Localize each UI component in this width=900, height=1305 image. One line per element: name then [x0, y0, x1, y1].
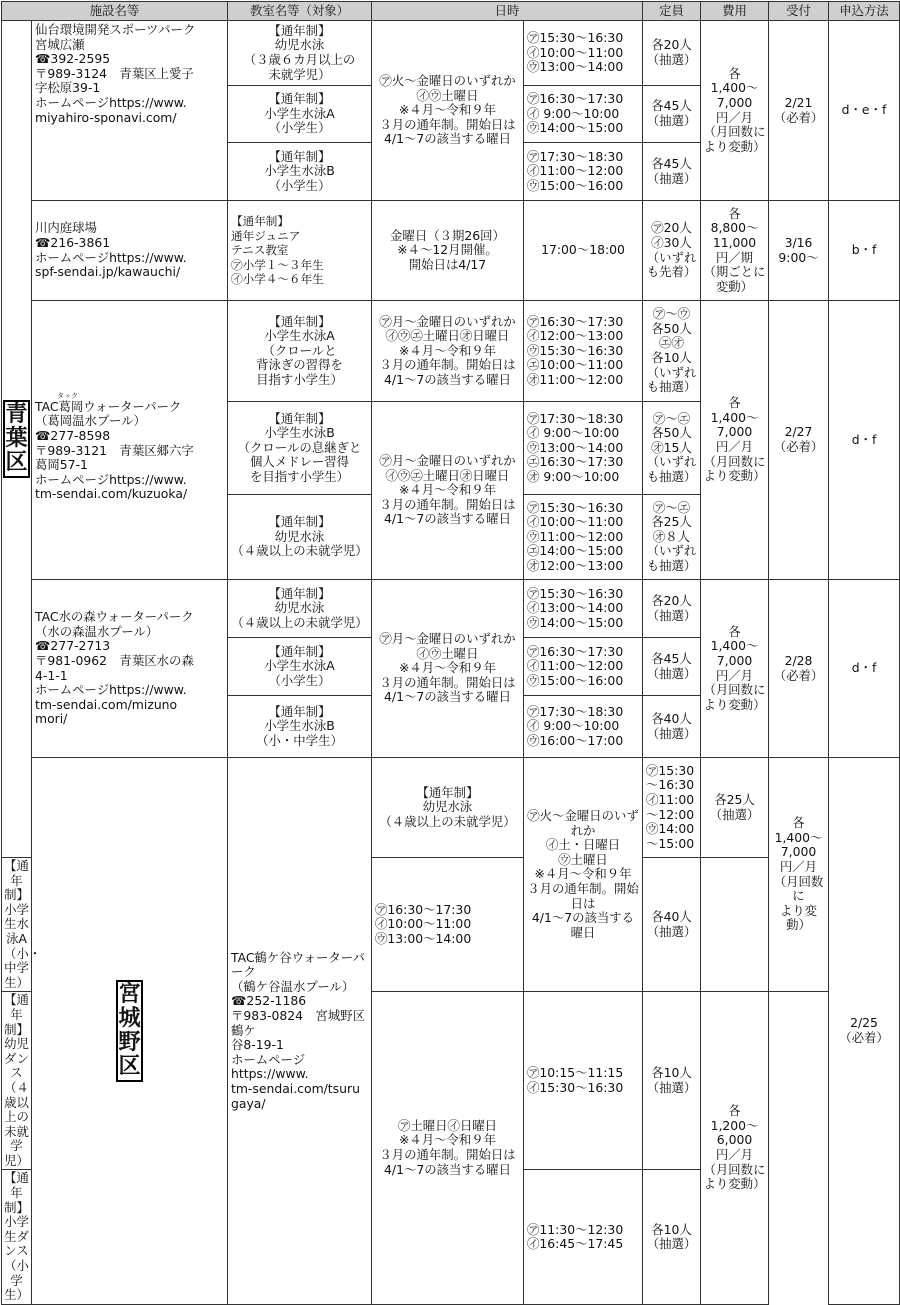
capacity-cell: 各20人 （抽選）: [643, 21, 701, 86]
class-cell: 【通年制】 通年ジュニア テニス教室 ㋐小学１～３年生 ㋑小学４～６年生: [228, 201, 372, 301]
facility-kuzuoka: タック TAC葛岡ウォーターパーク （葛岡温水プール） ☎277-8598 〒989-3121 青葉区郷六字 葛岡57-1 ホームページhttps://www. tm-sendai.com/kuzuoka/: [32, 301, 228, 580]
capacity-cell: ㋐～㋓ 各25人 ㋔８人 （いずれ も抽選）: [643, 495, 701, 580]
method-cell: d・f: [829, 580, 900, 758]
schedule-cell: ㋐火～金曜日のいずれか ㋑土・日曜日 ㋒土曜日 ※４月～令和９年 ３月の通年制。開始日は 4/1～7の該当する曜日: [524, 758, 643, 992]
time-cell: ㋐15:30～16:30 ㋑10:00～11:00 ㋒13:00～14:00: [524, 21, 643, 86]
time-cell: ㋐11:30～12:30 ㋑16:45～17:45: [524, 1170, 643, 1304]
table-row: [2, 21, 900, 86]
method-cell: b・f: [829, 201, 900, 301]
class-cell: 【通年制】 幼児水泳 （３歳６カ月以上の 未就学児）: [228, 21, 372, 86]
facility-miyahiro: 仙台環境開発スポーツパーク 宮城広瀬 ☎392-2595 〒989-3124 青葉区上愛子 字松原39-1 ホームページhttps://www. miyahiro-sponavi.com/: [32, 21, 228, 201]
time-cell: ㋐15:30～16:30 ㋑13:00～14:00 ㋒14:00～15:00: [524, 580, 643, 638]
deadline-cell: 3/16 9:00～: [769, 201, 829, 301]
capacity-cell: 各10人 （抽選）: [643, 1170, 701, 1304]
capacity-cell: 各25人 （抽選）: [701, 758, 769, 858]
deadline-cell: 2/27 （必着）: [769, 301, 829, 580]
schedule-cell: ㋐火～金曜日のいずれか ㋑㋒土曜日 ※４月～令和９年 ３月の通年制。開始日は 4/1～7の該当する曜日: [372, 21, 524, 201]
time-cell: ㋐17:30～18:30 ㋑ 9:00～10:00 ㋒16:00～17:00: [524, 696, 643, 758]
class-cell: 【通年制】 小学生水泳B （小学生）: [228, 143, 372, 201]
capacity-cell: 各45人 （抽選）: [643, 638, 701, 696]
method-cell: d・f: [829, 301, 900, 580]
class-cell: 【通年制】 小学生水泳A （小学生）: [228, 638, 372, 696]
header-class: 教室名等（対象）: [228, 2, 372, 21]
class-cell: 【通年制】 幼児水泳 （４歳以上の未就学児）: [228, 580, 372, 638]
schedule-cell: ㋐月～金曜日のいずれか ㋑㋒㋓土曜日㋔日曜日 ※４月～令和９年 ３月の通年制。開始日は 4/1～7の該当する曜日: [372, 402, 524, 580]
class-cell: 【通年制】 小学生ダンス （小学生）: [2, 1170, 32, 1304]
fee-cell: 各 1,200～ 6,000 円／月 （月回数に より変動）: [701, 992, 769, 1304]
deadline-cell: 2/28 （必着）: [769, 580, 829, 758]
capacity-cell: 各10人 （抽選）: [643, 992, 701, 1170]
ward-label-aoba: 青 葉 区: [2, 21, 32, 858]
facility-kawauchi: 川内庭球場 ☎216-3861 ホームページhttps://www. spf-sendai.jp/kawauchi/: [32, 201, 228, 301]
deadline-cell: 2/25 （必着）: [829, 758, 900, 1305]
time-cell: ㋐15:30～16:30 ㋑11:00～12:00 ㋒14:00～15:00: [643, 758, 701, 858]
schedule-cell: ㋐土曜日㋑日曜日 ※４月～令和９年 ３月の通年制。開始日は 4/1～7の該当する曜日: [372, 992, 524, 1304]
class-cell: 【通年制】 小学生水泳A （クロールと 背泳ぎの習得を 目指す小学生）: [228, 301, 372, 402]
fee-cell: 各 1,400～ 7,000 円／月 （月回数に より変動）: [701, 21, 769, 201]
header-facility: 施設名等: [2, 2, 228, 21]
time-cell: ㋐17:30～18:30 ㋑ 9:00～10:00 ㋒13:00～14:00 ㋓16:30～17:30 ㋔ 9:00～10:00: [524, 402, 643, 495]
ward-label-miyagino: 宮 城 野 区: [32, 758, 228, 1305]
schedule-cell: ㋐月～金曜日のいずれか ㋑㋒土曜日 ※４月～令和９年 ３月の通年制。開始日は 4/1～7の該当する曜日: [372, 580, 524, 758]
capacity-cell: ㋐～㋓ 各50人 ㋔15人 （いずれ も抽選）: [643, 402, 701, 495]
header-row: [2, 2, 900, 21]
time-cell: 17:00～18:00: [524, 201, 643, 301]
facility-ruby: タック: [57, 391, 78, 400]
facility-mizunomori: TAC水の森ウォーターパーク （水の森温水プール） ☎277-2713 〒981-0962 青葉区水の森 4-1-1 ホームページhttps://www. tm-sendai.com/mizuno mori/: [32, 580, 228, 758]
fee-cell: 各 1,400～ 7,000 円／月 （月回数に より変動）: [769, 758, 829, 992]
class-cell: 【通年制】 小学生水泳A （小学生）: [228, 86, 372, 143]
table-row: [2, 580, 900, 638]
time-cell: ㋐16:30～17:30 ㋑ 9:00～10:00 ㋒14:00～15:00: [524, 86, 643, 143]
schedule-cell: ㋐月～金曜日のいずれか ㋑㋒㋓土曜日㋔日曜日 ※４月～令和９年 ３月の通年制。開始日は 4/1～7の該当する曜日: [372, 301, 524, 402]
header-datetime: 日時: [372, 2, 643, 21]
capacity-cell: ㋐20人 ㋑30人 （いずれ も先着）: [643, 201, 701, 301]
class-cell: 【通年制】 幼児水泳 （４歳以上の未就学児）: [372, 758, 524, 858]
header-method: 申込方法: [829, 2, 900, 21]
time-cell: ㋐16:30～17:30 ㋑12:00～13:00 ㋒15:30～16:30 ㋓10:00～11:00 ㋔11:00～12:00: [524, 301, 643, 402]
table-row: [2, 201, 900, 301]
class-cell: 【通年制】 小学生水泳B （小・中学生）: [228, 696, 372, 758]
fee-cell: 各 8,800～ 11,000 円／期 （期ごとに 変動）: [701, 201, 769, 301]
header-deadline: 受付: [769, 2, 829, 21]
class-cell: 【通年制】 小学生水泳B （クロールの息継ぎと 個人メドレー習得 を目指す小学生）: [228, 402, 372, 495]
class-cell: 【通年制】 小学生水泳A （小・中学生）: [2, 858, 32, 992]
capacity-cell: 各45人 （抽選）: [643, 86, 701, 143]
capacity-cell: 各20人 （抽選）: [643, 580, 701, 638]
class-cell: 【通年制】 幼児ダンス （４歳以上の未就学児）: [2, 992, 32, 1170]
method-cell: d・e・f: [829, 21, 900, 201]
capacity-cell: 各40人 （抽選）: [643, 696, 701, 758]
table-row: [2, 301, 900, 402]
header-capacity: 定員: [643, 2, 701, 21]
capacity-cell: 各40人 （抽選）: [643, 858, 701, 992]
time-cell: ㋐10:15～11:15 ㋑15:30～16:30: [524, 992, 643, 1170]
time-cell: ㋐17:30～18:30 ㋑11:00～12:00 ㋒15:00～16:00: [524, 143, 643, 201]
time-cell: ㋐16:30～17:30 ㋑11:00～12:00 ㋒15:00～16:00: [524, 638, 643, 696]
table-row: [2, 758, 900, 858]
class-cell: 【通年制】 幼児水泳 （４歳以上の未就学児）: [228, 495, 372, 580]
facility-tsurugaya: TAC鶴ケ谷ウォーターパーク （鶴ケ谷温水プール） ☎252-1186 〒983-0824 宮城野区鶴ケ 谷8-19-1 ホームページhttps://www. tm-sendai.com/tsuru gaya/: [228, 758, 372, 1305]
capacity-cell: ㋐～㋒ 各50人 ㋓㋔ 各10人 （いずれ も抽選）: [643, 301, 701, 402]
header-fee: 費用: [701, 2, 769, 21]
time-cell: ㋐15:30～16:30 ㋑10:00～11:00 ㋒11:00～12:00 ㋓14:00～15:00 ㋔12:00～13:00: [524, 495, 643, 580]
time-cell: ㋐16:30～17:30 ㋑10:00～11:00 ㋒13:00～14:00: [372, 858, 524, 992]
schedule-cell: 金曜日（３期26回） ※４～12月開催。 開始日は4/17: [372, 201, 524, 301]
schedule-table: [1, 1, 900, 1305]
fee-cell: 各 1,400～ 7,000 円／月 （月回数に より変動）: [701, 580, 769, 758]
fee-cell: 各 1,400～ 7,000 円／月 （月回数に より変動）: [701, 301, 769, 580]
deadline-cell: 2/21 （必着）: [769, 21, 829, 201]
capacity-cell: 各45人 （抽選）: [643, 143, 701, 201]
